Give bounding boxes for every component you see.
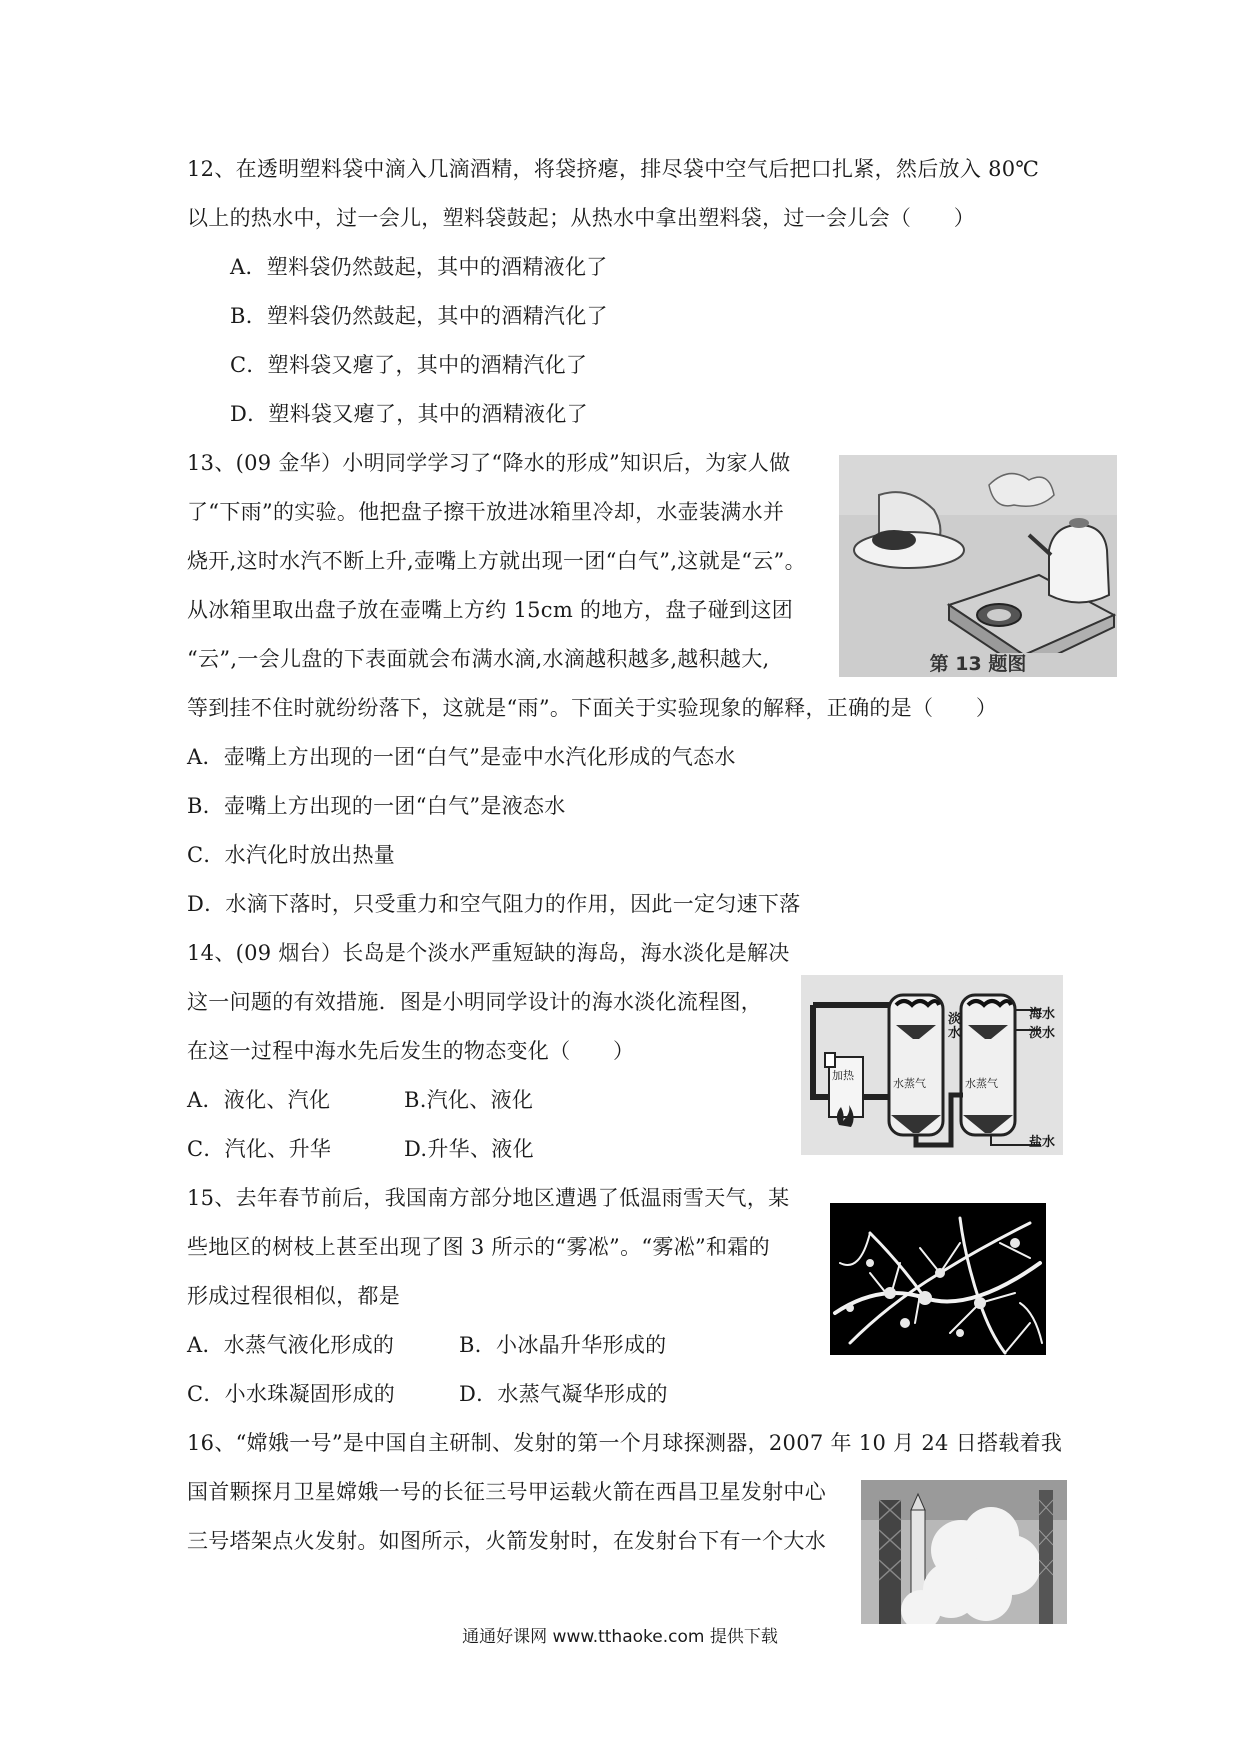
q15-option-b: B．小冰晶升华形成的 — [459, 1333, 667, 1357]
desalination-diagram — [801, 975, 1063, 1155]
q13-figure-caption: 第 13 题图 — [929, 653, 1027, 675]
q15-line-1: 15、去年春节前后，我国南方部分地区遭遇了低温雨雪天气，某 — [187, 1186, 790, 1210]
q13-line-1: 13、(09 金华）小明同学学习了“降水的形成”知识后，为家人做 — [187, 451, 791, 475]
q12-option-b: B．塑料袋仍然鼓起，其中的酒精汽化了 — [230, 304, 608, 328]
q13-figure — [839, 455, 1117, 677]
q12-option-c: C．塑料袋又瘪了，其中的酒精汽化了 — [230, 353, 588, 377]
q12-option-d: D．塑料袋又瘪了，其中的酒精液化了 — [230, 402, 588, 426]
kettle-experiment-illustration — [839, 455, 1117, 677]
q13-option-c: C．水汽化时放出热量 — [187, 843, 396, 867]
q14-label-freshwater: 淡水 — [1029, 1026, 1056, 1041]
q14-label-seawater: 海水 — [1029, 1007, 1056, 1022]
q15-option-a: A．水蒸气液化形成的 — [187, 1333, 395, 1357]
q13-line-5: “云”,一会儿盘的下表面就会布满水滴,水滴越积越多,越积越大, — [187, 647, 770, 671]
q13-line-2: 了“下雨”的实验。他把盘子擦干放进冰箱里冷却，水壶装满水并 — [187, 500, 785, 524]
q14-option-b: B.汽化、液化 — [404, 1088, 534, 1112]
q13-line-4: 从冰箱里取出盘子放在壶嘴上方约 15cm 的地方，盘子碰到这团 — [187, 598, 794, 622]
q16-rocket-launch-photo — [861, 1480, 1067, 1624]
q15-line-2: 些地区的树枝上甚至出现了图 3 所示的“雾凇”。“雾凇”和霜的 — [187, 1235, 770, 1259]
q15-rime-photo — [830, 1203, 1046, 1355]
q16-line-2: 国首颗探月卫星嫦娥一号的长征三号甲运载火箭在西昌卫星发射中心 — [187, 1480, 826, 1504]
q15-line-3: 形成过程很相似，都是 — [187, 1284, 400, 1308]
q14-label-vapor-right: 水蒸气 — [965, 1077, 998, 1090]
q12-option-a: A．塑料袋仍然鼓起，其中的酒精液化了 — [230, 255, 608, 279]
q16-line-3: 三号塔架点火发射。如图所示，火箭发射时，在发射台下有一个大水 — [187, 1529, 826, 1553]
q16-line-1: 16、“嫦娥一号”是中国自主研制、发射的第一个月球探测器，2007 年 10 月 24 日搭载着我 — [187, 1431, 1063, 1455]
q14-line-1: 14、(09 烟台）长岛是个淡水严重短缺的海岛，海水淡化是解决 — [187, 941, 790, 965]
q12-stem-line-1: 12、在透明塑料袋中滴入几滴酒精，将袋挤瘪，排尽袋中空气后把口扎紧，然后放入 80℃ — [187, 157, 1040, 181]
q14-label-brine: 盐水 — [1029, 1135, 1056, 1150]
q13-line-3: 烧开,这时水汽不断上升,壶嘴上方就出现一团“白气”,这就是“云”。 — [187, 549, 806, 573]
q14-label-vapor-left: 水蒸气 — [893, 1077, 926, 1090]
q13-option-d: D．水滴下落时，只受重力和空气阻力的作用，因此一定匀速下落 — [187, 892, 801, 916]
q13-option-a: A．壶嘴上方出现的一团“白气”是壶中水汽化形成的气态水 — [187, 745, 736, 769]
q15-option-d: D．水蒸气凝华形成的 — [459, 1382, 668, 1406]
q14-figure — [801, 975, 1063, 1155]
q14-label-heating: 加热 — [832, 1069, 854, 1082]
q14-option-d: D.升华、液化 — [404, 1137, 534, 1161]
q14-line-3: 在这一过程中海水先后发生的物态变化（ ） — [187, 1039, 635, 1063]
q14-label-freshwater-tube: 淡水 — [948, 1012, 962, 1041]
rime-branches-image — [830, 1203, 1046, 1355]
rocket-launch-image — [861, 1480, 1067, 1624]
page-footer: 通通好课网 www.tthaoke.com 提供下载 — [462, 1627, 778, 1647]
q15-option-c: C．小水珠凝固形成的 — [187, 1382, 396, 1406]
q12-stem-line-2: 以上的热水中，过一会儿，塑料袋鼓起；从热水中拿出塑料袋，过一会儿会（ ） — [187, 206, 976, 230]
q14-line-2: 这一问题的有效措施．图是小明同学设计的海水淡化流程图， — [187, 990, 763, 1014]
q14-option-c: C．汽化、升华 — [187, 1137, 332, 1161]
q14-option-a: A．液化、汽化 — [187, 1088, 331, 1112]
q13-option-b: B．壶嘴上方出现的一团“白气”是液态水 — [187, 794, 566, 818]
q13-line-6: 等到挂不住时就纷纷落下，这就是“雨”。下面关于实验现象的解释，正确的是（ ） — [187, 696, 998, 720]
